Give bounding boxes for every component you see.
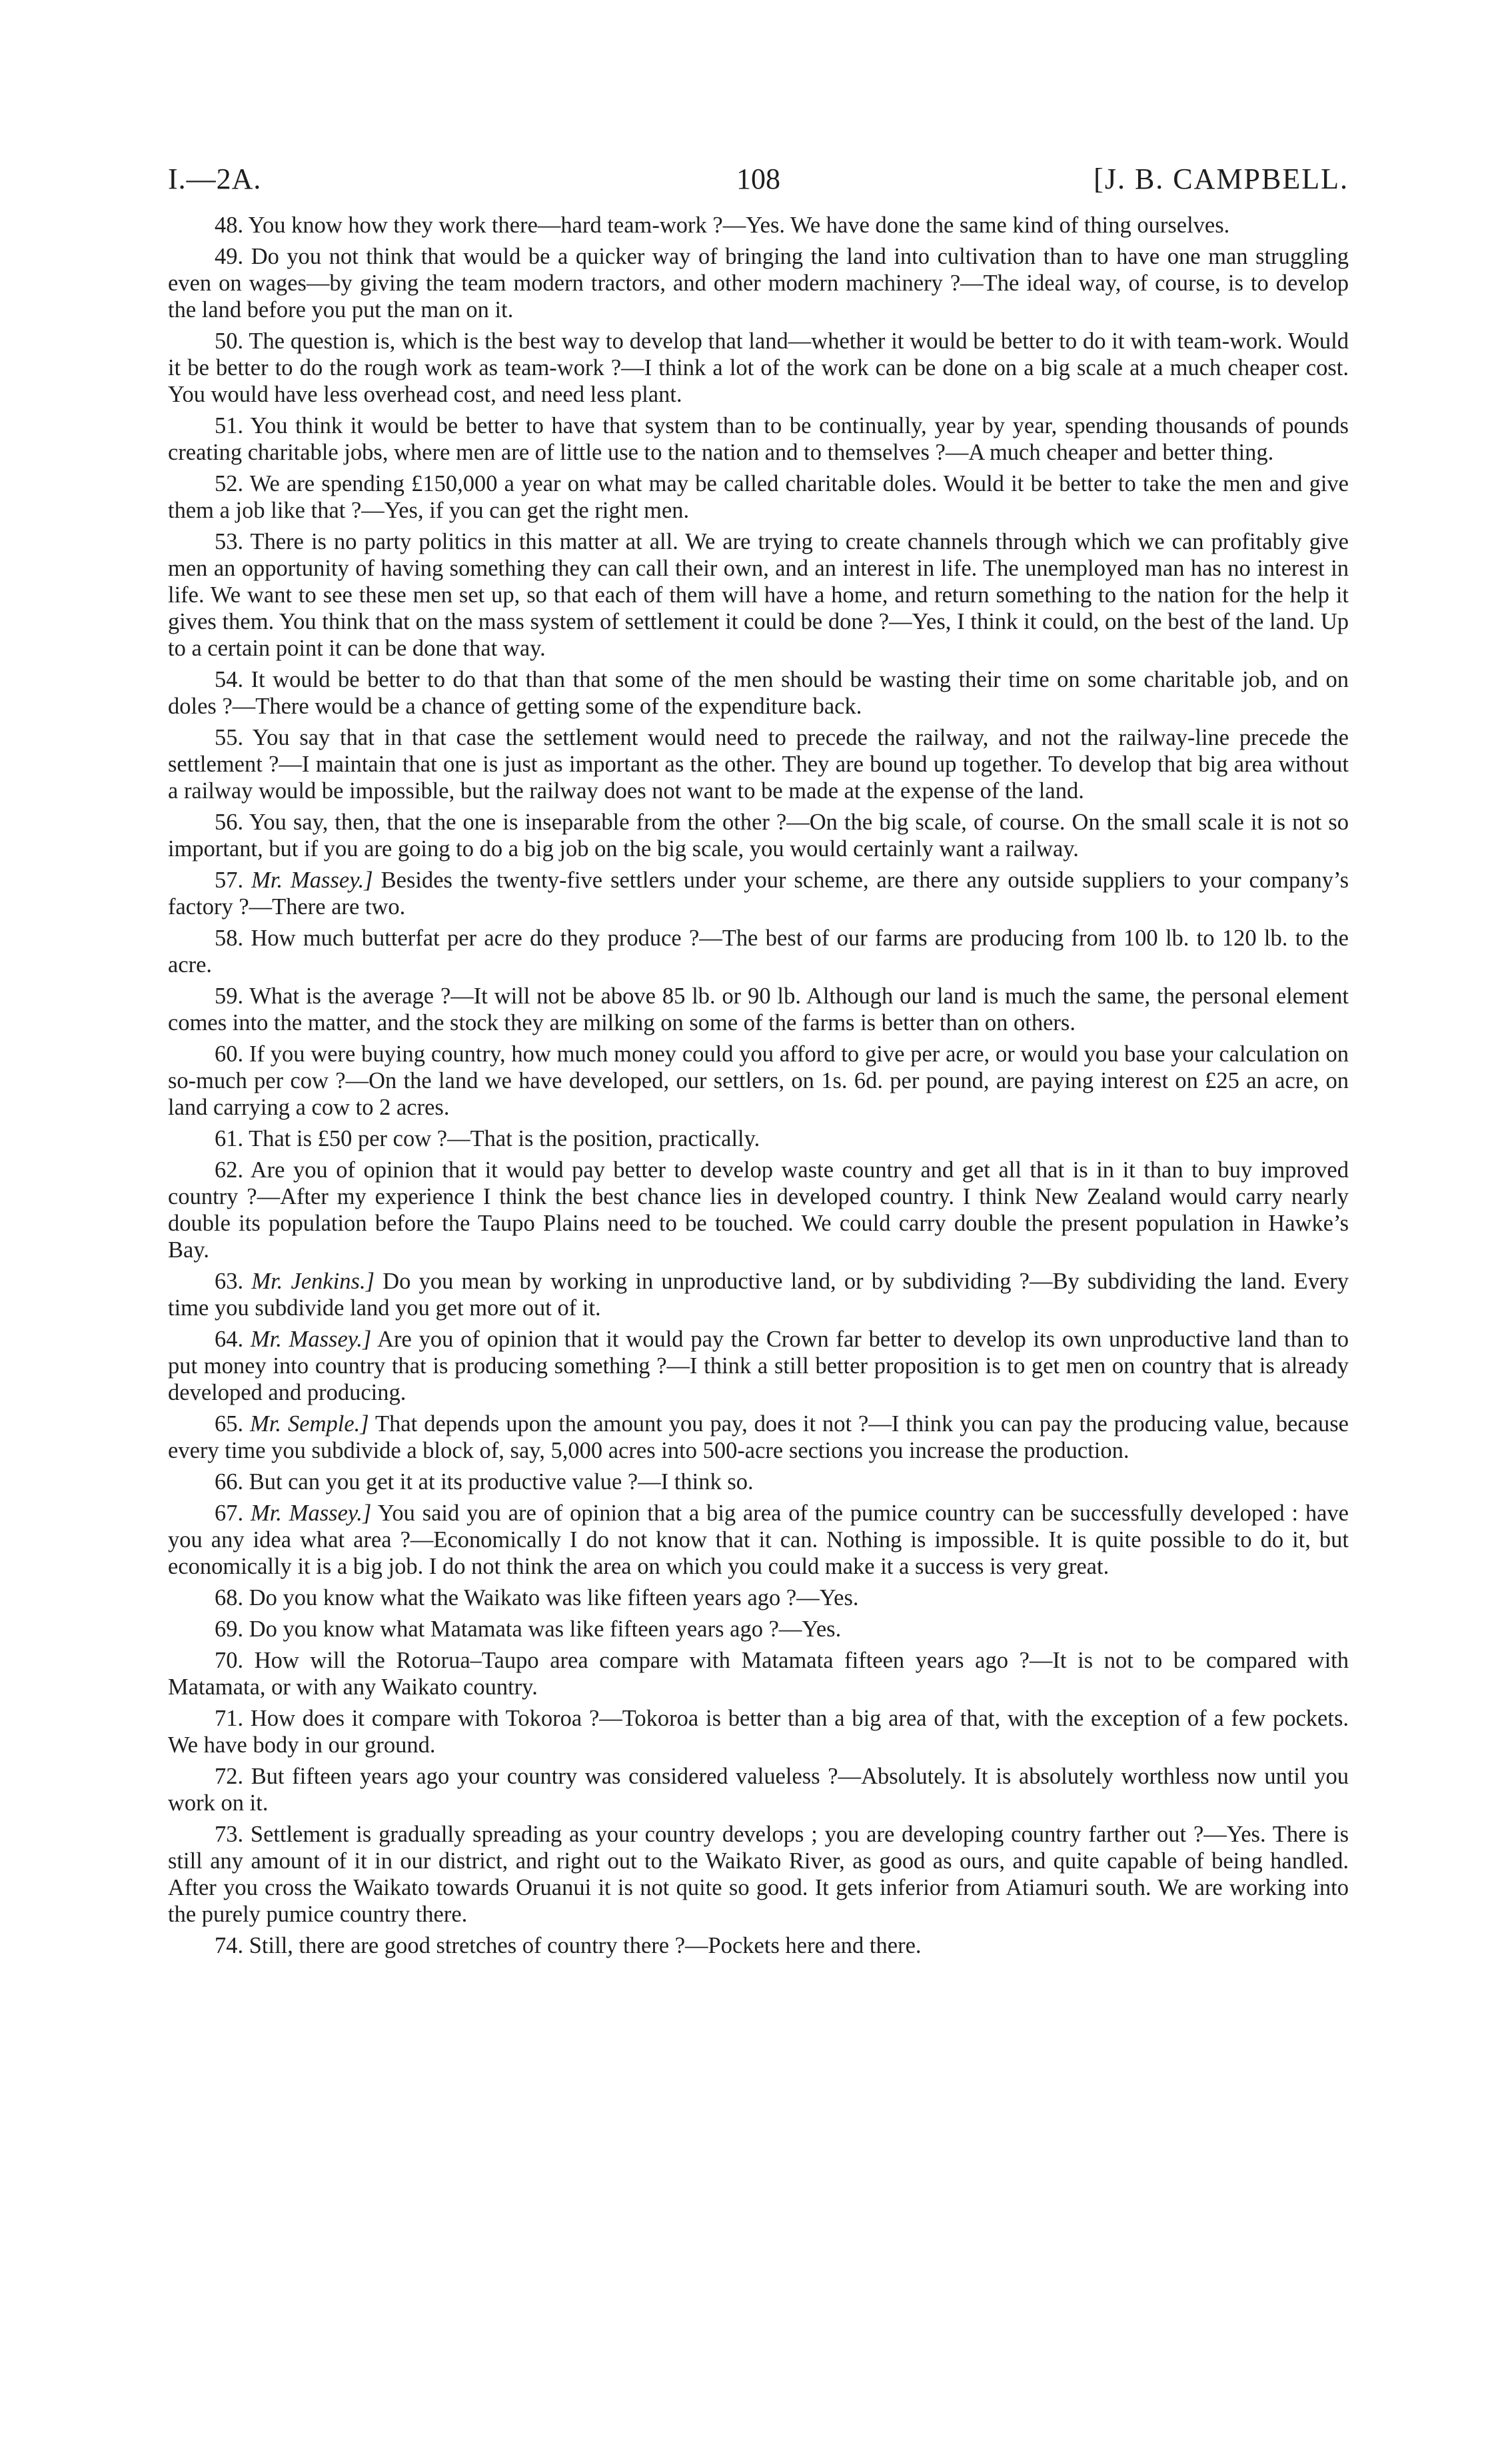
- question-text: Besides the twenty-five settlers under your scheme, are there any outside suppliers to your company’s factory ?—There are two.: [168, 868, 1349, 920]
- question-paragraph: [168, 1647, 1349, 1700]
- question-text: How will the Rotorua–Taupo area compare with Matamata fifteen years ago ?—It is not to be compared with Matamata, or with any Waikato country.: [168, 1648, 1349, 1700]
- question-paragraph: [168, 1041, 1349, 1121]
- question-paragraph: [168, 666, 1349, 720]
- question-paragraph: [168, 528, 1349, 662]
- question-number: 67.: [215, 1501, 244, 1526]
- question-text: Do you mean by working in unproductive land, or by subdividing ?—By subdividing the land. Every time you subdivide land you get more out of it.: [168, 1269, 1349, 1321]
- question-paragraph: [168, 1157, 1349, 1263]
- question-number: 58.: [215, 925, 244, 951]
- paper-reference: I.—2A.: [168, 163, 262, 195]
- question-number: 51.: [215, 413, 244, 438]
- question-paragraph: [168, 925, 1349, 978]
- question-paragraph: [168, 470, 1349, 524]
- question-text: But fifteen years ago your country was considered valueless ?—Absolutely. It is absolutely worthless now until you work on it.: [168, 1764, 1349, 1816]
- question-paragraph: [168, 328, 1349, 408]
- question-paragraph: [168, 1616, 1349, 1642]
- question-number: 53.: [215, 529, 244, 554]
- question-number: 73.: [215, 1822, 244, 1847]
- speaker-name: Mr. Massey.]: [250, 1327, 372, 1352]
- question-number: 59.: [215, 983, 244, 1009]
- question-number: 60.: [215, 1041, 244, 1067]
- question-text: How does it compare with Tokoroa ?—Tokoroa is better than a big area of that, with the exception of a few pockets. We have body in our ground.: [168, 1706, 1349, 1758]
- question-paragraph: [168, 243, 1349, 323]
- question-text: There is no party politics in this matter at all. We are trying to create channels through which we can profitably give men an opportunity of having something they can call their own, and an interest in life. The unemployed man has no interest in life. We want to see these men set up, so that each of them will have a home, and return something to the nation for the help it gives them. You think that on the mass system of settlement it could be done ?—Yes, I think it could, on the best of the land. Up to a certain point it can be done that way.: [168, 529, 1349, 661]
- question-number: 49.: [215, 244, 244, 269]
- question-number: 52.: [215, 471, 244, 496]
- witness-name: [J. B. CAMPBELL.: [1094, 163, 1349, 195]
- question-number: 69.: [215, 1616, 244, 1642]
- question-text: You said you are of opinion that a big area of the pumice country can be successfully developed : have you any idea what area ?—Economically I do not know that it can. Nothing is impossible. It is quite possible to do it, but economically it is a big job. I do not think the area on which you could make it a success is very great.: [168, 1501, 1349, 1579]
- question-number: 72.: [215, 1764, 244, 1789]
- question-text: If you were buying country, how much money could you afford to give per acre, or would you base your calculation on so-much per cow ?—On the land we have developed, our settlers, on 1s. 6d. per pound, are paying interest on £25 an acre, on land carrying a cow to 2 acres.: [168, 1041, 1349, 1120]
- page-number: 108: [736, 163, 780, 195]
- question-paragraph: [168, 983, 1349, 1036]
- question-paragraph: [168, 1125, 1349, 1152]
- question-number: 54.: [215, 667, 244, 692]
- speaker-name: Mr. Massey.]: [250, 1501, 372, 1526]
- question-text: Still, there are good stretches of country there ?—Pockets here and there.: [249, 1933, 922, 1958]
- question-number: 66.: [215, 1469, 244, 1495]
- question-number: 68.: [215, 1585, 244, 1610]
- question-number: 61.: [215, 1126, 244, 1151]
- running-header: [168, 160, 1349, 199]
- question-number: 64.: [215, 1327, 244, 1352]
- question-number: 56.: [215, 810, 244, 835]
- evidence-text: [168, 212, 1349, 1959]
- question-text: You say, then, that the one is inseparable from the other ?—On the big scale, of course. On the small scale it is not so important, but if you are going to do a big job on the big scale, you would certainly want a railway.: [168, 810, 1349, 862]
- question-paragraph: [168, 212, 1349, 239]
- question-paragraph: [168, 1500, 1349, 1580]
- question-text: Do you know what Matamata was like fifteen years ago ?—Yes.: [249, 1616, 842, 1642]
- question-paragraph: [168, 724, 1349, 804]
- document-page: [168, 160, 1349, 1964]
- question-number: 55.: [215, 725, 244, 750]
- question-text: You know how they work there—hard team-work ?—Yes. We have done the same kind of thing ourselves.: [248, 213, 1230, 238]
- question-paragraph: [168, 1763, 1349, 1816]
- question-paragraph: [168, 867, 1349, 920]
- question-text: You think it would be better to have that system than to be continually, year by year, spending thousands of pounds creating charitable jobs, where men are of little use to the nation and to themselves ?—A much cheaper and better thing.: [168, 413, 1349, 465]
- question-text: Do you know what the Waikato was like fifteen years ago ?—Yes.: [249, 1585, 859, 1610]
- question-text: Do you not think that would be a quicker way of bringing the land into cultivation than to have one man struggling even on wages—by giving the team modern tractors, and other modern machinery ?—The ideal way, of course, is to develop the land before you put the man on it.: [168, 244, 1349, 322]
- question-text: Settlement is gradually spreading as your country develops ; you are developing country farther out ?—Yes. There is still any amount of it in our district, and right out to the Waikato River, as good as ours, and quite capable of being handled. After you cross the Waikato towards Oruanui it is not quite so good. It gets inferior from Atiamuri south. We are working into the purely pumice country there.: [168, 1822, 1349, 1927]
- speaker-name: Mr. Jenkins.]: [251, 1269, 375, 1294]
- question-text: That is £50 per cow ?—That is the position, practically.: [249, 1126, 760, 1151]
- question-number: 62.: [215, 1157, 244, 1183]
- question-text: Are you of opinion that it would pay better to develop waste country and get all that is in it than to buy improved country ?—After my experience I think the best chance lies in developed country. I think New Zealand would carry nearly double its population before the Taupo Plains need to be touched. We could carry double the present population in Hawke’s Bay.: [168, 1157, 1349, 1263]
- question-paragraph: [168, 412, 1349, 466]
- question-number: 57.: [215, 868, 244, 893]
- question-number: 50.: [215, 328, 244, 354]
- question-number: 48.: [215, 213, 244, 238]
- question-paragraph: [168, 1469, 1349, 1495]
- question-text: Are you of opinion that it would pay the Crown far better to develop its own unproductive land than to put money into country that is producing something ?—I think a still better proposition is to get men on country that is already developed and producing.: [168, 1327, 1349, 1405]
- question-text: How much butterfat per acre do they produce ?—The best of our farms are producing from 100 lb. to 120 lb. to the acre.: [168, 925, 1349, 977]
- question-paragraph: [168, 1326, 1349, 1406]
- question-text: The question is, which is the best way to develop that land—whether it would be better to do it with team-work. Would it be better to do the rough work as team-work ?—I think a lot of the work can be done on a big scale at a much cheaper cost. You would have less overhead cost, and need less plant.: [168, 328, 1349, 407]
- question-paragraph: [168, 1268, 1349, 1321]
- question-text: It would be better to do that than that some of the men should be wasting their time on some charitable job, and on doles ?—There would be a chance of getting some of the expenditure back.: [168, 667, 1349, 719]
- question-paragraph: [168, 1411, 1349, 1464]
- question-text: We are spending £150,000 a year on what may be called charitable doles. Would it be better to take the men and give them a job like that ?—Yes, if you can get the right men.: [168, 471, 1349, 523]
- question-number: 63.: [215, 1269, 244, 1294]
- speaker-name: Mr. Massey.]: [251, 868, 373, 893]
- question-number: 65.: [215, 1411, 244, 1437]
- question-text: What is the average ?—It will not be above 85 lb. or 90 lb. Although our land is much the same, the personal element comes into the matter, and the stock they are milking on some of the farms is better than on others.: [168, 983, 1349, 1035]
- question-text: You say that in that case the settlement would need to precede the railway, and not the railway-line precede the settlement ?—I maintain that one is just as important as the other. They are bound up together. To develop that big area without a railway would be impossible, but the railway does not want to be made at the expense of the land.: [168, 725, 1349, 804]
- question-number: 71.: [215, 1706, 244, 1731]
- question-paragraph: [168, 1705, 1349, 1758]
- question-paragraph: [168, 1584, 1349, 1611]
- question-paragraph: [168, 1932, 1349, 1959]
- speaker-name: Mr. Semple.]: [250, 1411, 369, 1437]
- question-paragraph: [168, 809, 1349, 862]
- question-number: 74.: [215, 1933, 244, 1958]
- question-paragraph: [168, 1821, 1349, 1928]
- question-text: But can you get it at its productive value ?—I think so.: [249, 1469, 754, 1495]
- question-text: That depends upon the amount you pay, does it not ?—I think you can pay the producing value, because every time you subdivide a block of, say, 5,000 acres into 500-acre sections you increase the production.: [168, 1411, 1349, 1463]
- question-number: 70.: [215, 1648, 244, 1673]
